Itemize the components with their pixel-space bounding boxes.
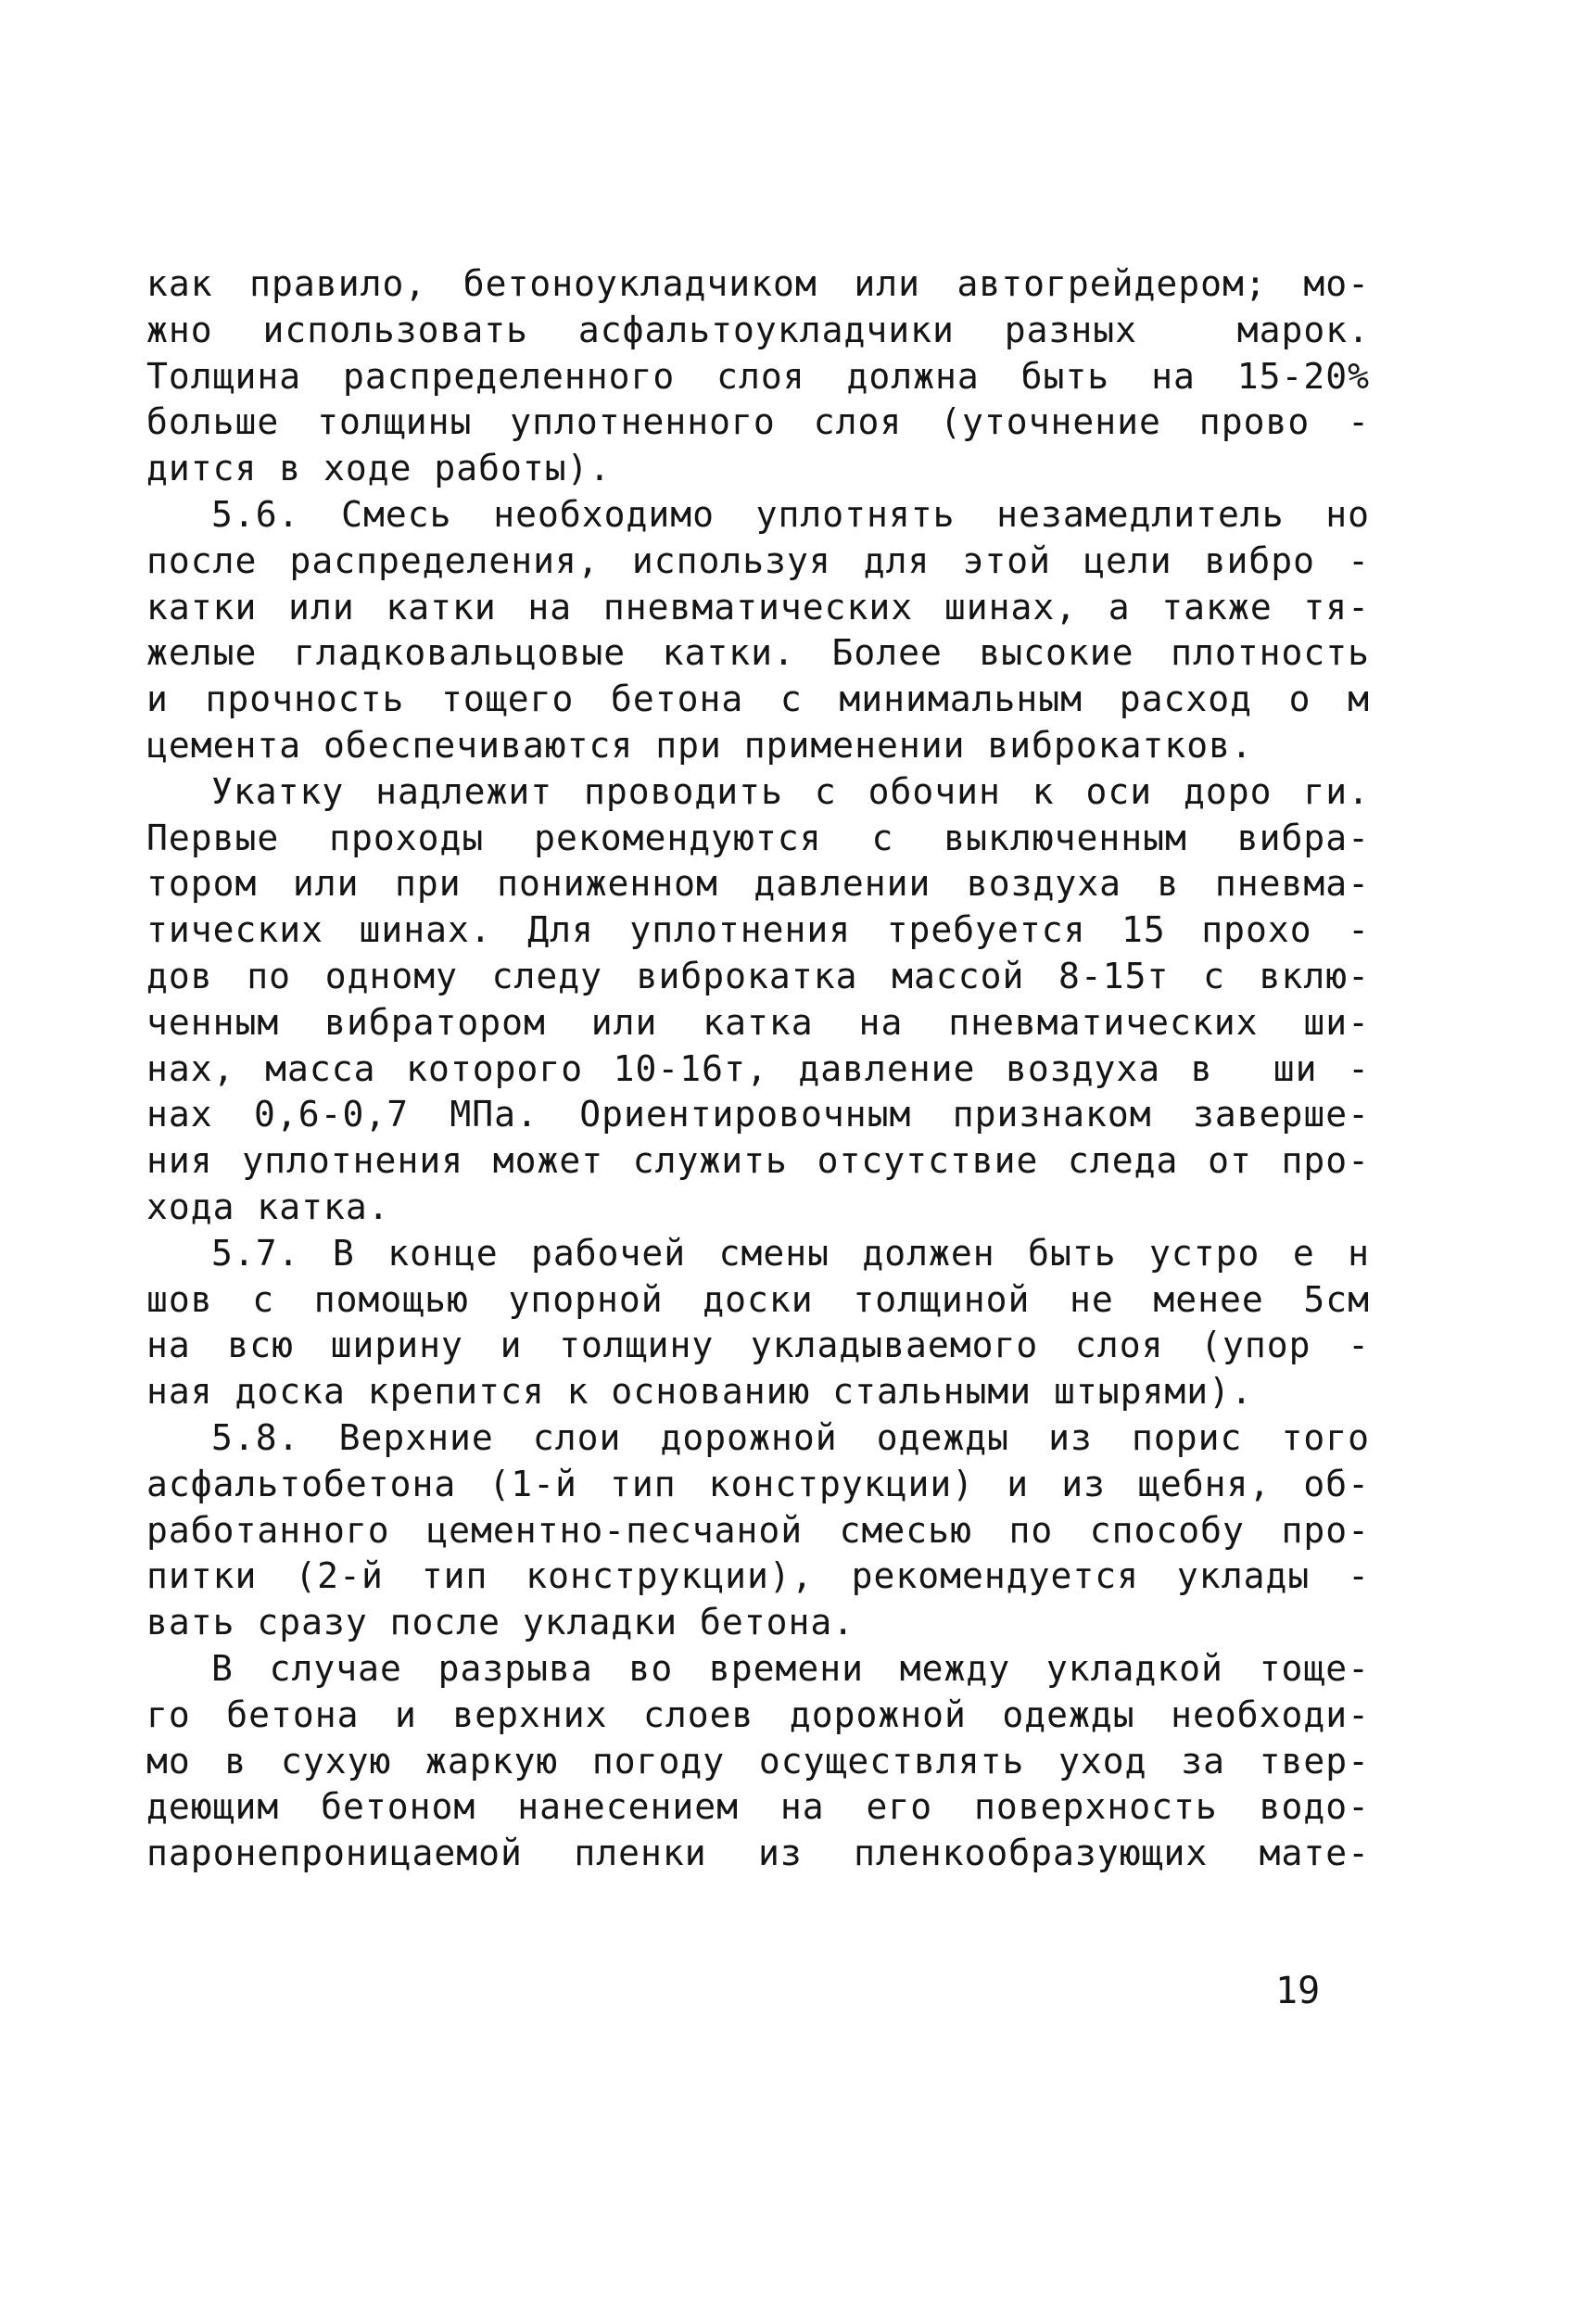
text-line: тором или при пониженном давлении воздуха в пневма- <box>146 863 1370 905</box>
text-line: как правило, бетоноукладчиком или автогрейдером; мо- <box>146 263 1370 304</box>
text-line: тических шинах. Для уплотнения требуется 15 прохо - <box>146 909 1370 951</box>
text-line: дов по одному следу виброкатка массой 8-15т с вклю- <box>146 955 1370 996</box>
page-number: 19 <box>1275 1970 1321 2012</box>
text-line: на всю ширину и толщину укладываемого слоя (упор - <box>146 1325 1370 1366</box>
text-line: ная доска крепится к основанию стальными штырями). <box>146 1371 1253 1413</box>
text-line: го бетона и верхних слоев дорожной одежды необходи- <box>146 1693 1370 1735</box>
text-line: мо в сухую жаркую погоду осуществлять уход за твер- <box>146 1740 1370 1782</box>
text-line: цемента обеспечиваются при применении виброкатков. <box>146 724 1253 766</box>
text-line: жно использовать асфальтоукладчики разных марок. <box>146 309 1370 350</box>
text-line: асфальтобетона (1-й тип конструкции) и из щебня, об- <box>146 1463 1370 1504</box>
text-line: 5.7. В конце рабочей смены должен быть устро е н <box>211 1232 1370 1274</box>
text-line: 5.8. Верхние слои дорожной одежды из порис того <box>211 1416 1370 1458</box>
text-line: работанного цементно-песчаной смесью по способу про- <box>146 1509 1370 1551</box>
text-line: Толщина распределенного слоя должна быть на 15-20% <box>146 355 1370 397</box>
text-line: после распределения, используя для этой цели вибро - <box>146 539 1370 581</box>
text-line: Укатку надлежит проводить с обочин к оси доро ги. <box>211 770 1370 812</box>
text-line: ния уплотнения может служить отсутствие следа от про- <box>146 1140 1370 1182</box>
text-line: шов с помощью упорной доски толщиной не менее 5см <box>146 1278 1370 1320</box>
text-line: хода катка. <box>146 1186 390 1227</box>
text-line: Первые проходы рекомендуются с выключенным вибра- <box>146 817 1370 858</box>
text-line: вать сразу после укладки бетона. <box>146 1602 855 1643</box>
text-line: В случае разрыва во времени между укладкой тоще- <box>211 1647 1370 1689</box>
text-line: дится в ходе работы). <box>146 448 612 489</box>
text-line: и прочность тощего бетона с минимальным расход о м <box>146 679 1370 720</box>
text-line: паронепроницаемой пленки из пленкообразующих мате- <box>146 1833 1370 1874</box>
text-line: нах, масса которого 10-16т, давление воздуха в ши - <box>146 1047 1370 1089</box>
text-line: больше толщины уплотненного слоя (уточнение прово - <box>146 401 1370 443</box>
text-line: деющим бетоном нанесением на его поверхность водо- <box>146 1786 1370 1828</box>
text-line: желые гладковальцовые катки. Более высокие плотность <box>146 632 1370 674</box>
text-line: ченным вибратором или катка на пневматических ши- <box>146 1001 1370 1043</box>
text-line: 5.6. Смесь необходимо уплотнять незамедлитель но <box>211 493 1370 535</box>
text-line: катки или катки на пневматических шинах, а также тя- <box>146 586 1370 628</box>
text-line: нах 0,6-0,7 МПа. Ориентировочным признаком заверше- <box>146 1094 1370 1135</box>
body-text <box>146 261 1370 1877</box>
text-line: питки (2-й тип конструкции), рекомендуется уклады - <box>146 1555 1370 1597</box>
